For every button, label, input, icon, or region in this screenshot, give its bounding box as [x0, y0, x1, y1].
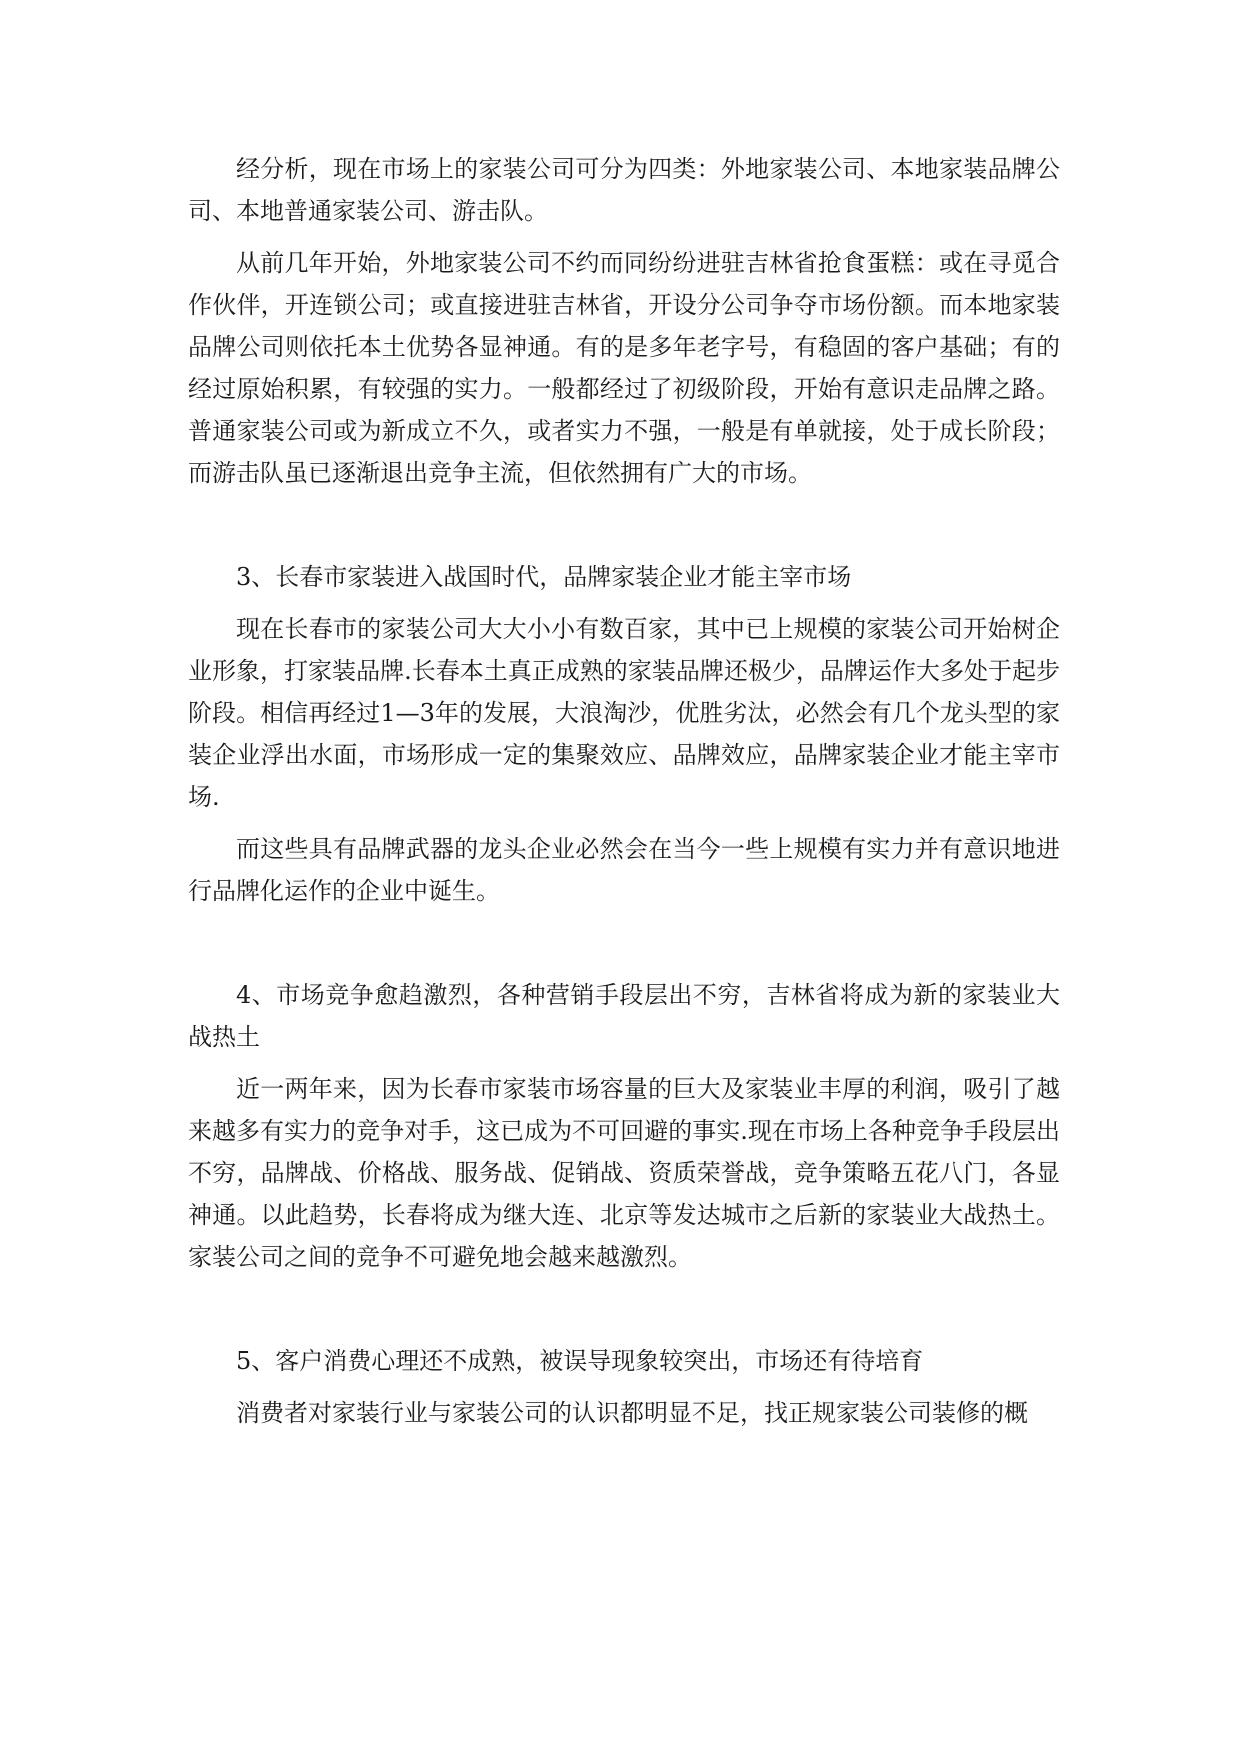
paragraph-competition: 近一两年来，因为长春市家装市场容量的巨大及家装业丰厚的利润，吸引了越来越多有实力的竞争对手，这已成为不可回避的事实.现在市场上各种竞争手段层出不穷，品牌战、价格战、服务战、促销战、资质荣誉战，竞争策略五花八门，各显神通。以此趋势，长春将成为继大连、北京等发达城市之后新的家装业大战热土。家装公司之间的竞争不可避免地会越来越激烈。	[188, 1075, 1060, 1271]
paragraph-market-entry: 从前几年开始，外地家装公司不约而同纷纷进驻吉林省抢食蛋糕：或在寻觅合作伙伴，开连锁公司；或直接进驻吉林省，开设分公司争夺市场份额。而本地家装品牌公司则依托本土优势各显神通。有的是多年老字号，有稳固的客户基础；有的经过原始积累，有较强的实力。一般都经过了初级阶段，开始有意识走品牌之路。普通家装公司或为新成立不久，或者实力不强，一般是有单就接，处于成长阶段；而游击队虽已逐渐退出竞争主流，但依然拥有广大的市场。	[188, 249, 1060, 487]
paragraph-leading-enterprises: 而这些具有品牌武器的龙头企业必然会在当今一些上规模有实力并有意识地进行品牌化运作的企业中诞生。	[188, 835, 1060, 905]
paragraph-brand-status: 现在长春市的家装公司大大小小有数百家，其中已上规模的家装公司开始树企业形象，打家装品牌.长春本土真正成熟的家装品牌还极少，品牌运作大多处于起步阶段。相信再经过1—3年的发展，大浪淘沙，优胜劣汰，必然会有几个龙头型的家装企业浮出水面，市场形成一定的集聚效应、品牌效应，品牌家装企业才能主宰市场.	[188, 615, 1060, 811]
document-body	[188, 148, 1060, 1434]
section-heading-5: 5、客户消费心理还不成熟，被误导现象较突出，市场还有待培育	[236, 1347, 924, 1375]
paragraph-consumer-awareness: 消费者对家装行业与家装公司的认识都明显不足，找正规家装公司装修的概	[236, 1399, 1028, 1427]
paragraph-company-types: 经分析，现在市场上的家装公司可分为四类：外地家装公司、本地家装品牌公司、本地普通家装公司、游击队。	[188, 155, 1060, 225]
section-heading-3: 3、长春市家装进入战国时代，品牌家装企业才能主宰市场	[236, 563, 852, 591]
section-heading-4: 4、市场竞争愈趋激烈，各种营销手段层出不穷，吉林省将成为新的家装业大战热土	[188, 981, 1060, 1051]
